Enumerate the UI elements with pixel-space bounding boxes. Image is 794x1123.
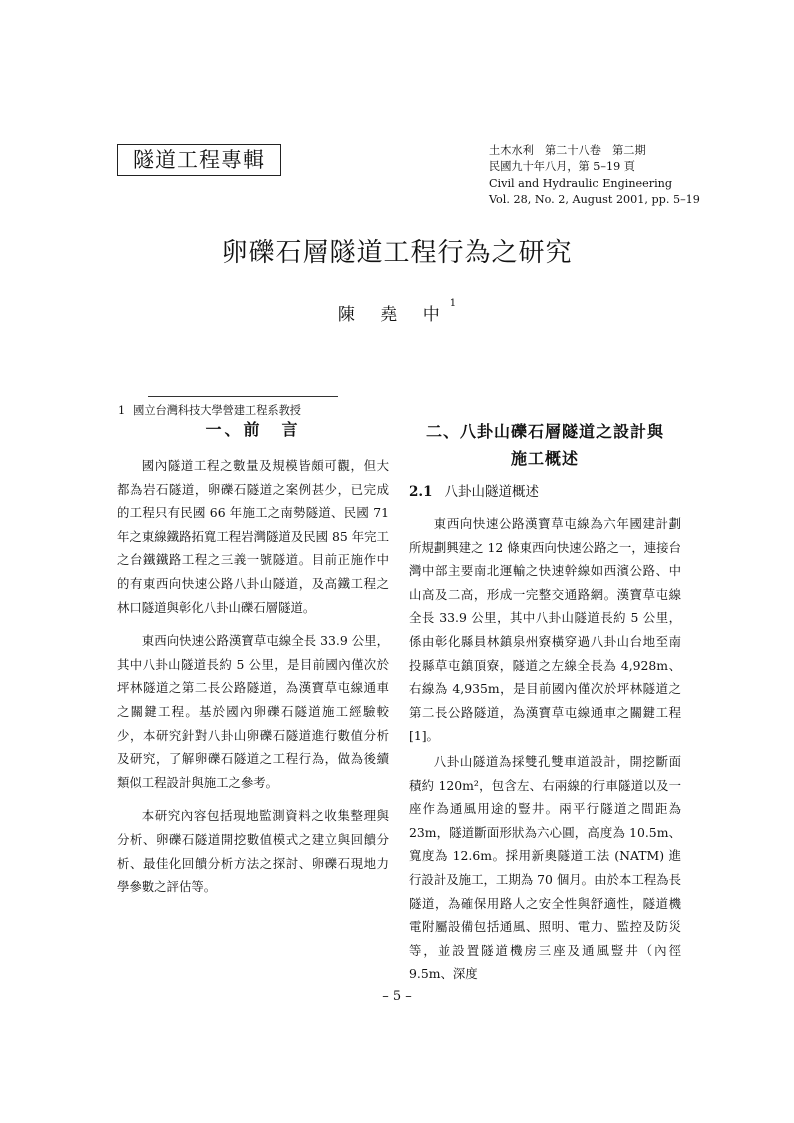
section-heading-design [409, 418, 681, 472]
left-column [117, 418, 389, 909]
design-paragraph-1: 東西向快速公路漢寶草屯線為六年國建計劃所規劃興建之 12 條東西向快速公路之一，連接台灣中部主要南北運輸之快速幹線如西濱公路、中山高及二高，形成一完整交通路網。漢寶草屯線全長 33.9 公里，其中八卦山隧道長約 5 公里，係由彰化縣員林鎮泉州寮橫穿過八卦山台地至南投縣草屯鎮頂寮，隧道之左線全長為 4,928m、右線為 4,935m，是目前國內僅次於坪林隧道之第二長公路隧道，為漢寶草屯線通車之關鍵工程 [1]。 [409, 516, 694, 744]
footnote-rule [148, 396, 338, 397]
section-heading-line-1: 二、八卦山礫石層隧道之設計與 [425, 422, 664, 441]
footnote-text: 國立台灣科技大學營建工程系教授 [133, 404, 301, 417]
journal-line-3: Civil and Hydraulic Engineering [489, 176, 673, 190]
intro-paragraph-3: 本研究內容包括現地監測資料之收集整理與分析、卵礫石隧道開挖數值模式之建立與回饋分析、最佳化回饋分析方法之探討、卵礫石現地力學參數之評估等。 [117, 808, 389, 895]
journal-line-1: 土木水利 第二十八卷 第二期 [489, 144, 646, 157]
right-column [409, 418, 694, 996]
subsection-number: 2.1 [409, 484, 433, 500]
design-paragraph-2: 八卦山隧道為採雙孔雙車道設計，開挖斷面積約 120m²，包含左、右兩線的行車隧道以及一座作為通風用途的豎井。兩平行隧道之間距為 23m，隧道斷面形狀為六心圓，高度為 10.5m、寬度為 12.6m。採用新奧隧道工法 (NATM) 進行設計及施工，工期為 70 個月。由於本工程為長隧道，為確保用路人之安全性與舒適性，隧道機電附屬設備包括通風、照明、電力、監控及防災等，並設置隧道機房三座及通風豎井（內徑 9.5m、深度 [409, 753, 681, 982]
footnote [118, 402, 301, 418]
special-issue-label: 隧道工程專輯 [117, 144, 281, 176]
page-number: – 5 – [382, 989, 412, 1004]
author [0, 300, 794, 325]
paper-title: 卵礫石層隧道工程行為之研究 [221, 238, 573, 268]
journal-info [489, 143, 700, 208]
author-name: 陳 堯 中 [337, 305, 450, 325]
subsection-heading [409, 480, 681, 504]
author-mark: 1 [449, 298, 457, 309]
intro-paragraph-1: 國內隧道工程之數量及規模皆頗可觀，但大都為岩石隧道，卵礫石隧道之案例甚少，已完成的工程只有民國 66 年施工之南勢隧道、民國 71 年之東線鐵路拓寬工程岩灣隧道及民國 85 年完工之台鐵鐵路工程之三義一號隧道。目前正施作中的有東西向快速公路八卦山隧道，及高鐵工程之林口隧道與彰化八卦山礫石層隧道。 [117, 458, 389, 615]
journal-line-4: Vol. 28, No. 2, August 2001, pp. 5–19 [489, 192, 700, 206]
section-heading-intro: 一、前 言 [205, 420, 301, 439]
intro-paragraph-2: 東西向快速公路漢寶草屯線全長 33.9 公里，其中八卦山隧道長約 5 公里，是目前國內僅次於坪林隧道之第二長公路隧道，為漢寶草屯線通車之關鍵工程。基於國內卵礫石隧道施工經驗較少，本研究針對八卦山卵礫石隧道進行數值分析及研究，了解卵礫石隧道之工程行為，做為後續類似工程設計與施工之參考。 [117, 633, 389, 790]
journal-line-2: 民國九十年八月，第 5–19 頁 [489, 160, 635, 174]
section-heading-line-2: 施工概述 [510, 449, 579, 468]
subsection-title: 八卦山隧道概述 [444, 484, 539, 500]
footnote-mark: 1 [118, 404, 126, 417]
